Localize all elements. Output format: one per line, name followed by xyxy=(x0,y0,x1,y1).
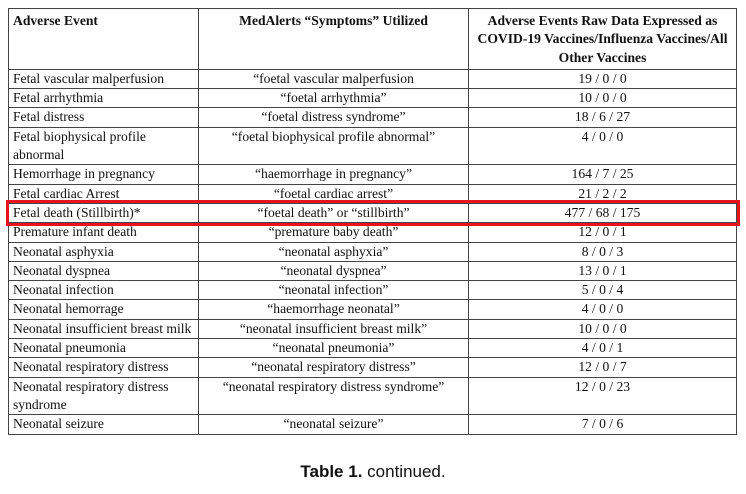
cell-adverse-event: Fetal cardiac Arrest xyxy=(9,184,199,203)
cell-adverse-event: Fetal death (Stillbirth)* xyxy=(9,203,199,222)
cell-adverse-event: Neonatal infection xyxy=(9,281,199,300)
table-row xyxy=(9,203,737,222)
table-row xyxy=(9,377,737,415)
cell-symptom: “haemorrhage in pregnancy” xyxy=(199,165,469,184)
cell-adverse-event: Neonatal seizure xyxy=(9,415,199,434)
table-row xyxy=(9,300,737,319)
cell-adverse-event: Neonatal asphyxia xyxy=(9,242,199,261)
adverse-events-table-container xyxy=(8,8,736,435)
cell-adverse-event: Neonatal respiratory distress xyxy=(9,358,199,377)
cell-raw-data: 12 / 0 / 23 xyxy=(469,377,737,415)
table-body xyxy=(9,69,737,434)
table-header-row xyxy=(9,9,737,70)
cell-raw-data: 10 / 0 / 0 xyxy=(469,89,737,108)
table-row xyxy=(9,319,737,338)
cell-symptom: “neonatal respiratory distress” xyxy=(199,358,469,377)
header-symptoms-utilized: MedAlerts “Symptoms” Utilized xyxy=(199,9,469,70)
cell-symptom: “foetal death” or “stillbirth” xyxy=(199,203,469,222)
cell-symptom: “neonatal asphyxia” xyxy=(199,242,469,261)
cell-adverse-event: Premature infant death xyxy=(9,223,199,242)
cell-raw-data: 4 / 0 / 0 xyxy=(469,300,737,319)
table-caption xyxy=(0,462,746,482)
cell-adverse-event: Fetal vascular malperfusion xyxy=(9,69,199,88)
table-row xyxy=(9,242,737,261)
caption-text: continued. xyxy=(367,462,446,481)
cell-adverse-event: Fetal biophysical profile abnormal xyxy=(9,127,199,165)
cell-raw-data: 12 / 0 / 7 xyxy=(469,358,737,377)
cell-raw-data: 164 / 7 / 25 xyxy=(469,165,737,184)
cell-raw-data: 10 / 0 / 0 xyxy=(469,319,737,338)
header-raw-data: Adverse Events Raw Data Expressed as COVID-19 Vaccines/Influenza Vaccines/All Other Vaccines xyxy=(469,9,737,70)
table-row xyxy=(9,261,737,280)
cell-symptom: “neonatal respiratory distress syndrome” xyxy=(199,377,469,415)
cell-raw-data: 21 / 2 / 2 xyxy=(469,184,737,203)
cell-raw-data: 13 / 0 / 1 xyxy=(469,261,737,280)
cell-symptom: “neonatal seizure” xyxy=(199,415,469,434)
table-row xyxy=(9,89,737,108)
cell-raw-data: 7 / 0 / 6 xyxy=(469,415,737,434)
cell-symptom: “foetal biophysical profile abnormal” xyxy=(199,127,469,165)
cell-raw-data: 4 / 0 / 0 xyxy=(469,127,737,165)
table-row xyxy=(9,358,737,377)
table-row xyxy=(9,281,737,300)
cell-symptom: “premature baby death” xyxy=(199,223,469,242)
cell-adverse-event: Neonatal hemorrage xyxy=(9,300,199,319)
cell-symptom: “neonatal pneumonia” xyxy=(199,339,469,358)
table-row xyxy=(9,69,737,88)
cell-symptom: “haemorrhage neonatal” xyxy=(199,300,469,319)
caption-label: Table 1. xyxy=(300,462,363,481)
cell-symptom: “neonatal insufficient breast milk” xyxy=(199,319,469,338)
cell-symptom: “foetal arrhythmia” xyxy=(199,89,469,108)
table-row xyxy=(9,223,737,242)
table-row xyxy=(9,184,737,203)
cell-adverse-event: Neonatal pneumonia xyxy=(9,339,199,358)
table-row xyxy=(9,108,737,127)
cell-adverse-event: Hemorrhage in pregnancy xyxy=(9,165,199,184)
cell-adverse-event: Fetal distress xyxy=(9,108,199,127)
cell-raw-data: 4 / 0 / 1 xyxy=(469,339,737,358)
cell-raw-data: 477 / 68 / 175 xyxy=(469,203,737,222)
header-adverse-event: Adverse Event xyxy=(9,9,199,70)
cell-symptom: “foetal vascular malperfusion xyxy=(199,69,469,88)
adverse-events-table xyxy=(8,8,737,435)
cell-symptom: “foetal distress syndrome” xyxy=(199,108,469,127)
table-row xyxy=(9,339,737,358)
cell-symptom: “neonatal infection” xyxy=(199,281,469,300)
cell-raw-data: 12 / 0 / 1 xyxy=(469,223,737,242)
cell-adverse-event: Neonatal insufficient breast milk xyxy=(9,319,199,338)
table-row xyxy=(9,165,737,184)
cell-raw-data: 8 / 0 / 3 xyxy=(469,242,737,261)
cell-adverse-event: Neonatal respiratory distress syndrome xyxy=(9,377,199,415)
table-row xyxy=(9,127,737,165)
cell-raw-data: 18 / 6 / 27 xyxy=(469,108,737,127)
table-row xyxy=(9,415,737,434)
cell-adverse-event: Fetal arrhythmia xyxy=(9,89,199,108)
cell-symptom: “foetal cardiac arrest” xyxy=(199,184,469,203)
cell-raw-data: 19 / 0 / 0 xyxy=(469,69,737,88)
cell-symptom: “neonatal dyspnea” xyxy=(199,261,469,280)
cell-adverse-event: Neonatal dyspnea xyxy=(9,261,199,280)
cell-raw-data: 5 / 0 / 4 xyxy=(469,281,737,300)
